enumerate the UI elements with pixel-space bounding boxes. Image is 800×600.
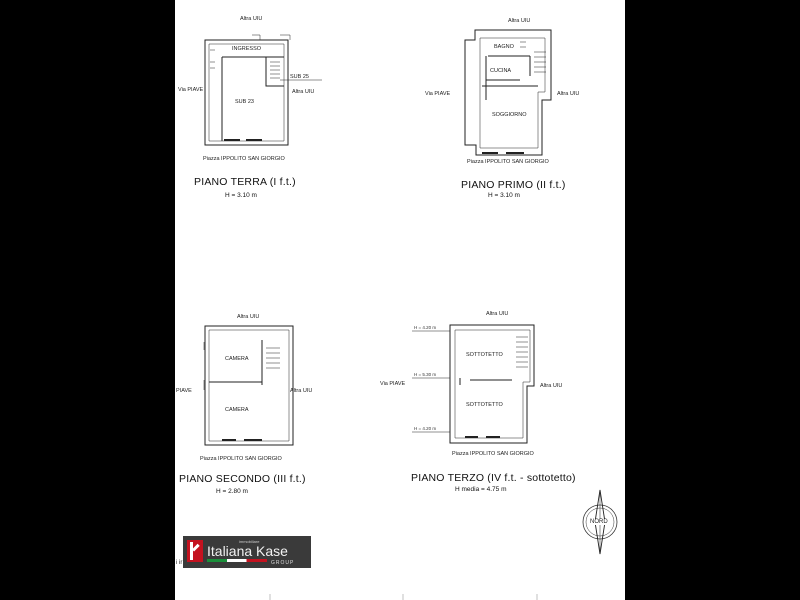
plan-height: H media = 4.75 m (455, 486, 507, 493)
label-right: Altra UIU (557, 91, 580, 97)
room-soggiorno: SOGGIORNO (492, 112, 527, 118)
label-top: Altra UIU (486, 311, 509, 317)
label-bottom: Piazza IPPOLITO SAN GIORGIO (452, 451, 534, 457)
logo-tagline: immobiliare (239, 539, 260, 544)
plan-height: H = 3.10 m (225, 192, 257, 199)
label-left: Via PIAVE (380, 381, 406, 387)
logo-flag-bar (207, 559, 267, 562)
height-mark-2: H = 5.30 m (414, 372, 437, 377)
room-bagno: BAGNO (494, 44, 514, 50)
label-right: Altra UIU (290, 388, 313, 394)
room-camera-1: CAMERA (225, 356, 249, 362)
plan-height: H = 3.10 m (488, 192, 520, 199)
label-right: Altra UIU (292, 89, 315, 95)
document-page (175, 0, 625, 600)
label-top: Altra UIU (508, 18, 531, 24)
compass-label: NORD (590, 519, 608, 525)
label-left: PIAVE (176, 388, 192, 394)
room-ingresso: INGRESSO (232, 46, 262, 52)
label-bottom: Piazza IPPOLITO SAN GIORGIO (200, 456, 282, 462)
room-sottotetto-1: SOTTOTETTO (466, 352, 503, 358)
room-sub-23: SUB 23 (235, 99, 254, 105)
room-sub-25: SUB 25 (290, 74, 309, 80)
margin-text: i ir (176, 560, 183, 566)
room-camera-2: CAMERA (225, 407, 249, 413)
plan-title: PIANO PRIMO (II f.t.) (461, 179, 566, 191)
height-mark-3: H = 4.20 m (414, 426, 437, 431)
logo-k-mark (187, 540, 203, 562)
page-edge-marks (175, 594, 625, 600)
plan-title: PIANO SECONDO (III f.t.) (179, 473, 306, 485)
room-sottotetto-2: SOTTOTETTO (466, 402, 503, 408)
label-left: Via PIAVE (178, 87, 204, 93)
company-logo (183, 536, 311, 568)
label-bottom: Piazza IPPOLITO SAN GIORGIO (467, 159, 549, 165)
label-top: Altra UIU (237, 314, 260, 320)
label-top: Altra UIU (240, 16, 263, 22)
label-right: Altra UIU (540, 383, 563, 389)
plan-height: H = 2.80 m (216, 488, 248, 495)
logo-group: GROUP (271, 560, 295, 566)
plan-title: PIANO TERZO (IV f.t. - sottotetto) (411, 472, 576, 484)
label-left: Via PIAVE (425, 91, 451, 97)
plan-title: PIANO TERRA (I f.t.) (194, 176, 296, 188)
label-bottom: Piazza IPPOLITO SAN GIORGIO (203, 156, 285, 162)
room-cucina: CUCINA (490, 68, 512, 74)
height-mark-1: H = 4.20 m (414, 325, 437, 330)
logo-name: Italiana Kase (207, 543, 288, 559)
